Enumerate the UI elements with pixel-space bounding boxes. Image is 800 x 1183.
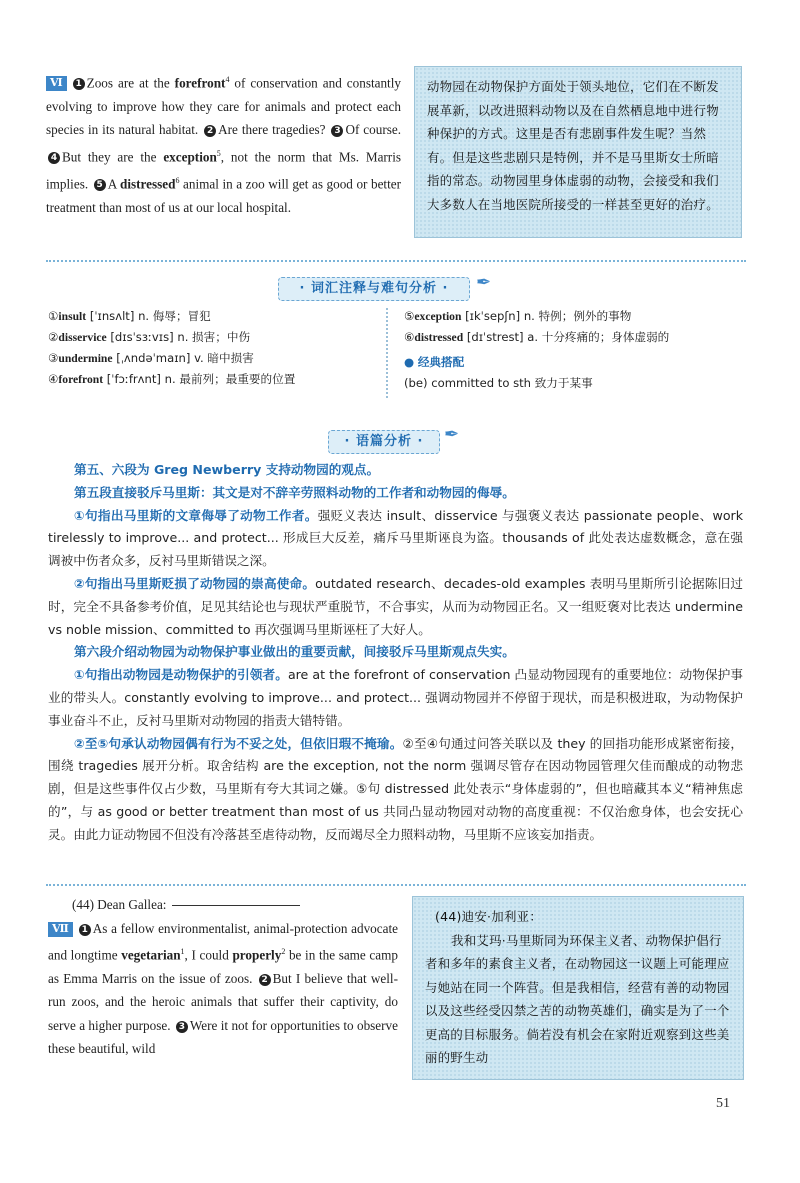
section7-english [48,893,398,1061]
vocab-item [48,369,368,390]
paragraph-lead: ①句指出动物园是动物保护的引领者。 [74,667,288,683]
divider [46,260,746,262]
text: But they are the [62,149,164,165]
analysis-paragraph [48,573,743,641]
vocab-ipa: [dɪˈstrest] [466,330,524,344]
section7-paragraph [48,917,398,1061]
text: Were it not for opportunities to observe these beautiful, wild [48,1017,398,1057]
footnote: 5 [216,148,221,158]
vocab-word: distressed [120,176,176,192]
analysis-heading: 第五、六段为 Greg Newberry 支持动物园的观点。 [74,462,380,477]
footnote: 1 [180,947,185,956]
sentence-number: 1 [73,78,85,90]
vocab-ipa: [ˌʌndəˈmaɪn] [116,351,191,365]
vocab-word: distressed [414,331,464,344]
vocab-def: v. 暗中损害 [194,351,254,365]
vocab-word: properly [232,947,282,963]
vocab-num: ② [48,330,59,344]
vocab-ipa: [dɪsˈsɜːvɪs] [110,330,174,344]
paragraph-lead: ②至⑤句承认动物园偶有行为不妥之处，但依旧瑕不掩瑜。 [74,735,403,751]
vocab-left-list [48,306,368,390]
sentence-number: 1 [79,924,91,936]
analysis-body [48,459,743,847]
paragraph-lead: ②句指出马里斯贬损了动物园的崇高使命。 [74,575,316,591]
vocab-word: disservice [58,331,107,344]
vocab-num: ③ [48,351,59,365]
section7-translation [412,896,744,1080]
vocab-word: insult [58,310,87,323]
vocab-item [48,348,368,369]
sentence-number: 2 [259,974,271,986]
analysis-paragraph [48,733,743,847]
section6-english [46,68,401,219]
vocab-banner: · 词汇注释与难句分析 · [278,277,470,301]
sentence-number: 5 [94,179,106,191]
speaker-label-row [48,893,398,917]
quill-icon: ✒ [444,424,460,444]
paragraph-lead: ①句指出马里斯的文章侮辱了动物工作者。 [74,507,318,523]
bullet-icon: ● [404,355,415,369]
translation-text: 我和艾玛·马里斯同为环保主义者、动物保护倡行者和多年的素食主义者，在动物园这一议题上可能理应与她站在同一个阵营。但是我相信，经营有善的动物园以及这些经受囚禁之苦的动物英雄们，确实是为了一个更高的目标服务。倘若没有机会在家附近观察到这些美丽的野生动 [425,932,730,1065]
text: But I believe that well-run zoos, and the heroic animals that suffer their captivity, do serve a higher purpose. [48,970,398,1033]
vocab-def: n. 最前列；最重要的位置 [164,372,296,386]
text: , not the norm that Ms. Marris implies. [46,149,401,192]
vocab-num: ⑤ [404,309,415,323]
vocab-word: exception [414,310,462,323]
translation-heading: (44)迪安·加利亚： [435,909,543,924]
vocab-word: forefront [174,75,226,91]
collocation-title: 经典搭配 [417,355,465,369]
vocab-num: ④ [48,372,59,386]
collocation: (be) committed to sth 致力于某事 [404,376,593,390]
divider [46,884,746,886]
paragraph-text: 强贬义表达 insult、disservice 与强褒义表达 passionate people、work tirelessly to improve... and protect... 形成巨大反差，痛斥马里斯诬良为盗。thousands of 此处表达虚数概念，意在强调被中伤者众多，反衬马里斯错误之深。 [48,507,743,569]
vocab-ipa: [ɪkˈsepʃn] [465,309,521,323]
footnote: 2 [281,947,286,956]
vocab-word: exception [163,149,217,165]
sentence-number: 2 [204,125,216,137]
sentence-number: 3 [176,1021,188,1033]
vocab-num: ⑥ [404,330,415,344]
speaker-label: (44) Dean Gallea: [72,897,167,912]
text: A [107,176,121,192]
paragraph-text: ②至④句通过问答关联以及 they 的回指功能形成紧密衔接，围绕 tragedies 展开分析。取舍结构 are the exception, not the norm 强调尽管存在因动物园管理欠佳而酿成的动物悲剧，但是这些事件仅占少数，马里斯有夸大其词之嫌。⑤句 distressed 此处表示“身体虚弱的”，但也暗藏其本义“精神焦虑的”，与 as good or better treatment than most of us 共同凸显动物园对动物的高度重视：不仅治愈身体，也会安抚心灵。由此力证动物园不但没有冷落甚至虐待动物，反而竭尽全力照料动物，马里斯不应该妄加指责。 [48,735,743,842]
vocab-num: ① [48,309,59,323]
paragraph-text: outdated research、decades-old examples 表明马里斯所引论据陈旧过时，完全不具备参考价值，足见其结论也与现状严重脱节，不合事实，从而为动物园正名。又一组贬褒对比表达 undermine vs noble mission、committed to 再次强调马里斯诬枉了大好人。 [48,575,743,637]
vocab-word: vegetarian [121,947,181,963]
vocab-def: a. 十分疼痛的；身体虚弱的 [527,330,670,344]
paragraph-text: are at the forefront of conservation 凸显动物园现有的重要地位：动物保护事业的带头人。constantly evolving to improve... and protect... 强调动物园并不停留于现状，而是积极进取，为动物保护事业奋斗不止，反衬马里斯对动物园的指责大错特错。 [48,667,743,728]
analysis-heading: 第六段介绍动物园为动物保护事业做出的重要贡献，间接驳斥马里斯观点失实。 [74,644,515,660]
text: , I could [184,947,233,963]
vocab-item [48,306,368,327]
section6-marker: Ⅵ [46,76,67,91]
analysis-banner: · 语篇分析 · [328,430,440,454]
vocab-ipa: [ˈfɔːfrʌnt] [106,372,161,386]
sentence-number: 4 [48,152,60,164]
text: of conservation and constantly evolving to improve how they care for animals and protect each species in its natural habitat. [46,75,401,138]
vocab-word: forefront [58,373,104,386]
footnote: 4 [225,75,230,84]
text: Zoos are at the [86,75,175,91]
vocab-divider [386,308,388,398]
section7-marker: Ⅶ [48,922,73,937]
text: Of course. [345,122,401,138]
analysis-heading: 第五段直接驳斥马里斯：其文是对不辞辛劳照料动物的工作者和动物园的侮辱。 [74,484,515,500]
text: As a fellow environmentalist, animal-protection advocate and longtime [48,920,398,963]
sentence-number: 3 [331,125,343,137]
page-number: 51 [716,1096,730,1111]
vocab-item [404,306,744,327]
collocation-heading [404,352,744,373]
text: animal in a zoo will get as good or better treatment than most of us at our local hospital. [46,176,401,215]
vocab-item [404,327,744,348]
vocab-right-list [404,306,744,394]
section6-translation: 动物园在动物保护方面处于领头地位，它们在不断发展革新，以改进照料动物以及在自然栖息地中进行物种保护的方式。这里是否有悲剧事件发生呢？当然有。但是这些悲剧只是特例，并不是马里斯女士所暗指的常态。动物园里身体虚弱的动物，会接受和我们大多数人在当地医院所接受的一样甚至更好的治疗。 [414,66,742,238]
vocab-word: undermine [58,352,113,365]
text: Are there tragedies? [218,122,330,138]
vocab-def: n. 损害；中伤 [177,330,251,344]
quill-icon: ✒ [476,272,492,292]
analysis-paragraph [48,664,743,732]
footnote: 6 [175,175,180,185]
blank-line [172,905,300,906]
text: be in the same camp as Emma Marris on the issue of zoos. [48,947,398,986]
vocab-def: n. 特例；例外的事物 [523,309,632,323]
analysis-paragraph [48,505,743,573]
vocab-item [48,327,368,348]
vocab-ipa: [ˈɪnsʌlt] [89,309,135,323]
vocab-def: n. 侮辱；冒犯 [138,309,211,323]
